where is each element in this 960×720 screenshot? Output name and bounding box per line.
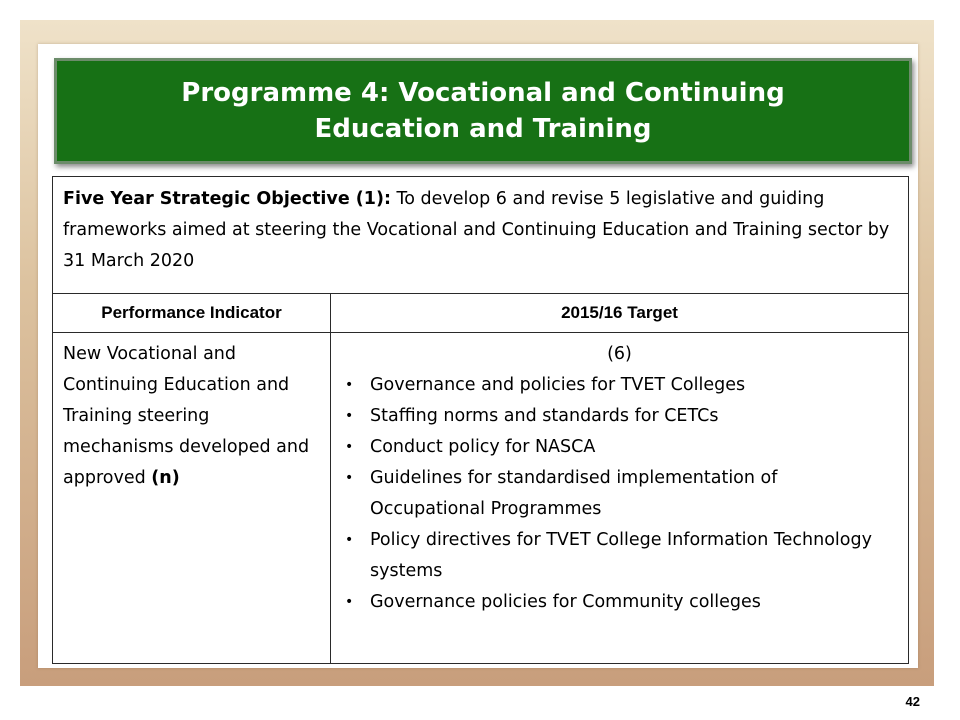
- header-performance-indicator: Performance Indicator: [53, 294, 331, 333]
- list-item: [341, 463, 898, 525]
- bullet-icon: •: [345, 532, 354, 548]
- objective-row: [53, 177, 909, 294]
- title-line-2: Education and Training: [314, 114, 652, 144]
- objective-cell: [53, 177, 909, 294]
- objective-table: [52, 176, 909, 664]
- bullet-icon: •: [345, 470, 354, 486]
- list-item-text: Staffing norms and standards for CETCs: [370, 406, 719, 426]
- list-item-text: Conduct policy for NASCA: [370, 437, 596, 457]
- table-row: [53, 333, 909, 664]
- list-item: [341, 370, 898, 401]
- title-banner: [54, 58, 912, 164]
- list-item: [341, 401, 898, 432]
- objective-text: To develop 6 and revise 5 legislative and guiding frameworks aimed at steering the Vocational and Continuing Education and Training sector by 31 March 2020: [63, 189, 890, 271]
- target-count: (6): [607, 344, 632, 364]
- bullet-icon: •: [345, 377, 354, 393]
- objective-label: Five Year Strategic Objective (1):: [63, 189, 391, 209]
- indicator-text: New Vocational and Continuing Education and Training steering mechanisms developed and approved: [63, 344, 310, 488]
- bullet-icon: •: [345, 439, 354, 455]
- list-item-text: Policy directives for TVET College Information Technology systems: [370, 530, 872, 581]
- list-item: [341, 587, 898, 618]
- list-item: [341, 525, 898, 587]
- list-item-text: Guidelines for standardised implementation of Occupational Programmes: [370, 468, 778, 519]
- bullet-icon: •: [345, 408, 354, 424]
- indicator-cell: [53, 333, 331, 664]
- list-item-text: Governance policies for Community colleges: [370, 592, 761, 612]
- header-row: [53, 294, 909, 333]
- bullet-icon: •: [345, 594, 354, 610]
- target-list: [341, 370, 898, 618]
- header-target: 2015/16 Target: [331, 294, 909, 333]
- list-item-text: Governance and policies for TVET Colleges: [370, 375, 746, 395]
- title-line-1: Programme 4: Vocational and Continuing: [181, 78, 785, 108]
- target-cell: [331, 333, 909, 664]
- list-item: [341, 432, 898, 463]
- indicator-unit: (n): [151, 468, 180, 488]
- page-number: 42: [905, 694, 920, 709]
